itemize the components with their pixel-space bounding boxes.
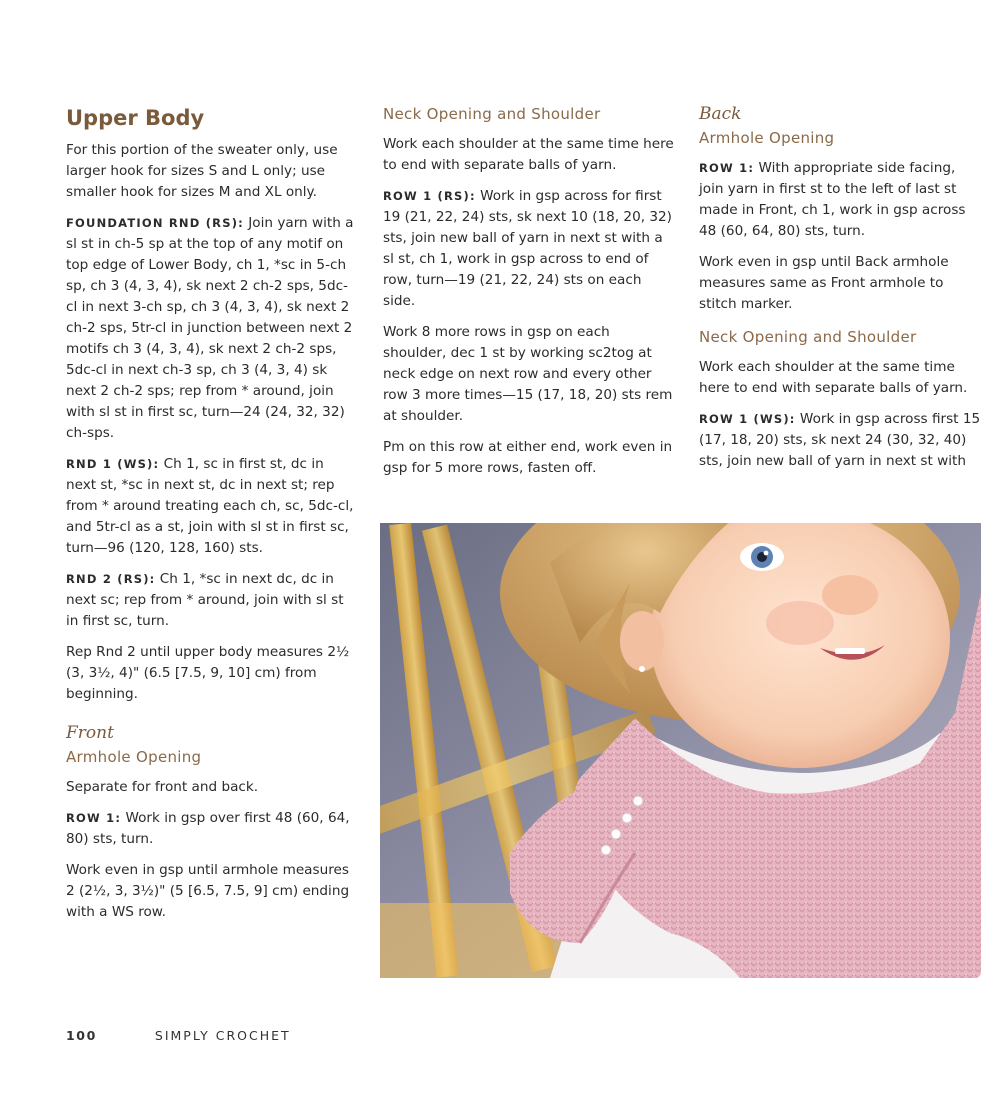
intro-paragraph: For this portion of the sweater only, use larger hook for sizes S and L only; use smaller hook for sizes M and XL only. xyxy=(66,142,338,200)
shoulder-intro-paragraph: Work each shoulder at the same time here to end with separate balls of yarn. xyxy=(383,136,674,173)
round-2-text: Ch 1, *sc in next dc, dc in next sc; rep from * around, join with sl st in first sc, turn. xyxy=(66,571,344,629)
back-armhole-heading: Armhole Opening xyxy=(699,129,835,147)
front-row-1-label: ROW 1: xyxy=(66,811,122,825)
back-row-1-paragraph xyxy=(699,158,984,242)
place-marker-paragraph: Pm on this row at either end, work even in gsp for 5 more rows, fasten off. xyxy=(383,439,673,476)
foundation-round-text: Join yarn with a sl st in ch-5 sp at the top of any motif on top edge of Lower Body, ch 1, *sc in 5-ch sp, ch 3 (4, 3, 4), sk next 2 ch-2 sps, 5dc-cl in next 3-ch sp, ch 3 (4, 3, 4), sk next 2 ch-2 sps, 5tr-cl in junction between next 2 motifs ch 3 (4, 3, 4), sk next 2 ch-2 sps, 5dc-cl in next ch-3 sp, ch 3 (4, 3, 4) sk next 2 ch-2 sps; rep from * around, join with sl st in first sc, turn—24 (24, 32, 32) ch-sps. xyxy=(66,215,354,441)
front-heading: Front xyxy=(66,723,114,743)
decrease-paragraph: Work 8 more rows in gsp on each shoulder, dec 1 st by working sc2tog at neck edge on next row and every other row 3 more times—15 (17, 18, 20) sts rem at shoulder. xyxy=(383,324,673,424)
front-row-1-paragraph xyxy=(66,808,356,850)
back-neck-opening-heading: Neck Opening and Shoulder xyxy=(699,328,917,346)
round-1-label: RND 1 (WS): xyxy=(66,457,160,471)
neck-opening-heading: Neck Opening and Shoulder xyxy=(383,105,601,123)
page-footer xyxy=(66,1028,291,1043)
round-1-text: Ch 1, sc in first st, dc in next st, *sc in next st, dc in next st; rep from * around treating each ch, sc, 5dc-cl, and 5tr-cl as a st, join with sl st in first sc, turn—96 (120, 128, 160) sts. xyxy=(66,456,354,556)
back-heading: Back xyxy=(699,104,742,124)
foundation-round-paragraph xyxy=(66,213,356,444)
neck-row-1-paragraph xyxy=(383,186,675,312)
front-row-1-text: Work in gsp over first 48 (60, 64, 80) sts, turn. xyxy=(66,810,350,847)
round-2-paragraph xyxy=(66,569,356,632)
back-row-1-ws-paragraph xyxy=(699,409,984,472)
back-row-1-ws-label: ROW 1 (WS): xyxy=(699,412,796,426)
repeat-paragraph: Rep Rnd 2 until upper body measures 2½ (3, 3½, 4)" (6.5 [7.5, 9, 10] cm) from beginning. xyxy=(66,644,350,702)
neck-row-1-text: Work in gsp across for first 19 (21, 22, 24) sts, sk next 10 (18, 20, 32) sts, join new ball of yarn in next st with a sl st, ch 1, work in gsp across to end of row, turn—19 (21, 22, 24) sts on each side. xyxy=(383,188,672,309)
page-number: 100 xyxy=(66,1028,97,1043)
round-2-label: RND 2 (RS): xyxy=(66,572,156,586)
book-title: SIMPLY CROCHET xyxy=(154,1028,291,1043)
neck-row-1-label: ROW 1 (RS): xyxy=(383,189,476,203)
right-column xyxy=(699,100,984,482)
back-row-1-ws-text: Work in gsp across first 15 (17, 18, 20) sts, sk next 24 (30, 32, 40) sts, join new ball of yarn in next st with xyxy=(699,411,981,469)
child-sweater-photo xyxy=(380,523,981,978)
work-even-paragraph: Work even in gsp until armhole measures 2 (2½, 3, 3½)" (5 [6.5, 7.5, 9] cm) ending with a WS row. xyxy=(66,862,350,920)
back-row-1-label: ROW 1: xyxy=(699,161,755,175)
back-work-even-paragraph: Work even in gsp until Back armhole measures same as Front armhole to stitch marker. xyxy=(699,254,949,312)
separate-paragraph: Separate for front and back. xyxy=(66,779,259,795)
back-shoulder-intro-paragraph: Work each shoulder at the same time here to end with separate balls of yarn. xyxy=(699,359,968,396)
front-armhole-heading: Armhole Opening xyxy=(66,748,202,766)
round-1-paragraph xyxy=(66,454,356,559)
upper-body-heading: Upper Body xyxy=(66,106,205,130)
back-row-1-text: With appropriate side facing, join yarn in first st to the left of last st made in Front, ch 1, work in gsp across 48 (60, 64, 80) sts, turn. xyxy=(699,160,966,239)
foundation-round-label: FOUNDATION RND (RS): xyxy=(66,216,244,230)
photo-illustration xyxy=(380,523,981,978)
left-column xyxy=(66,100,356,933)
middle-column xyxy=(383,100,675,489)
